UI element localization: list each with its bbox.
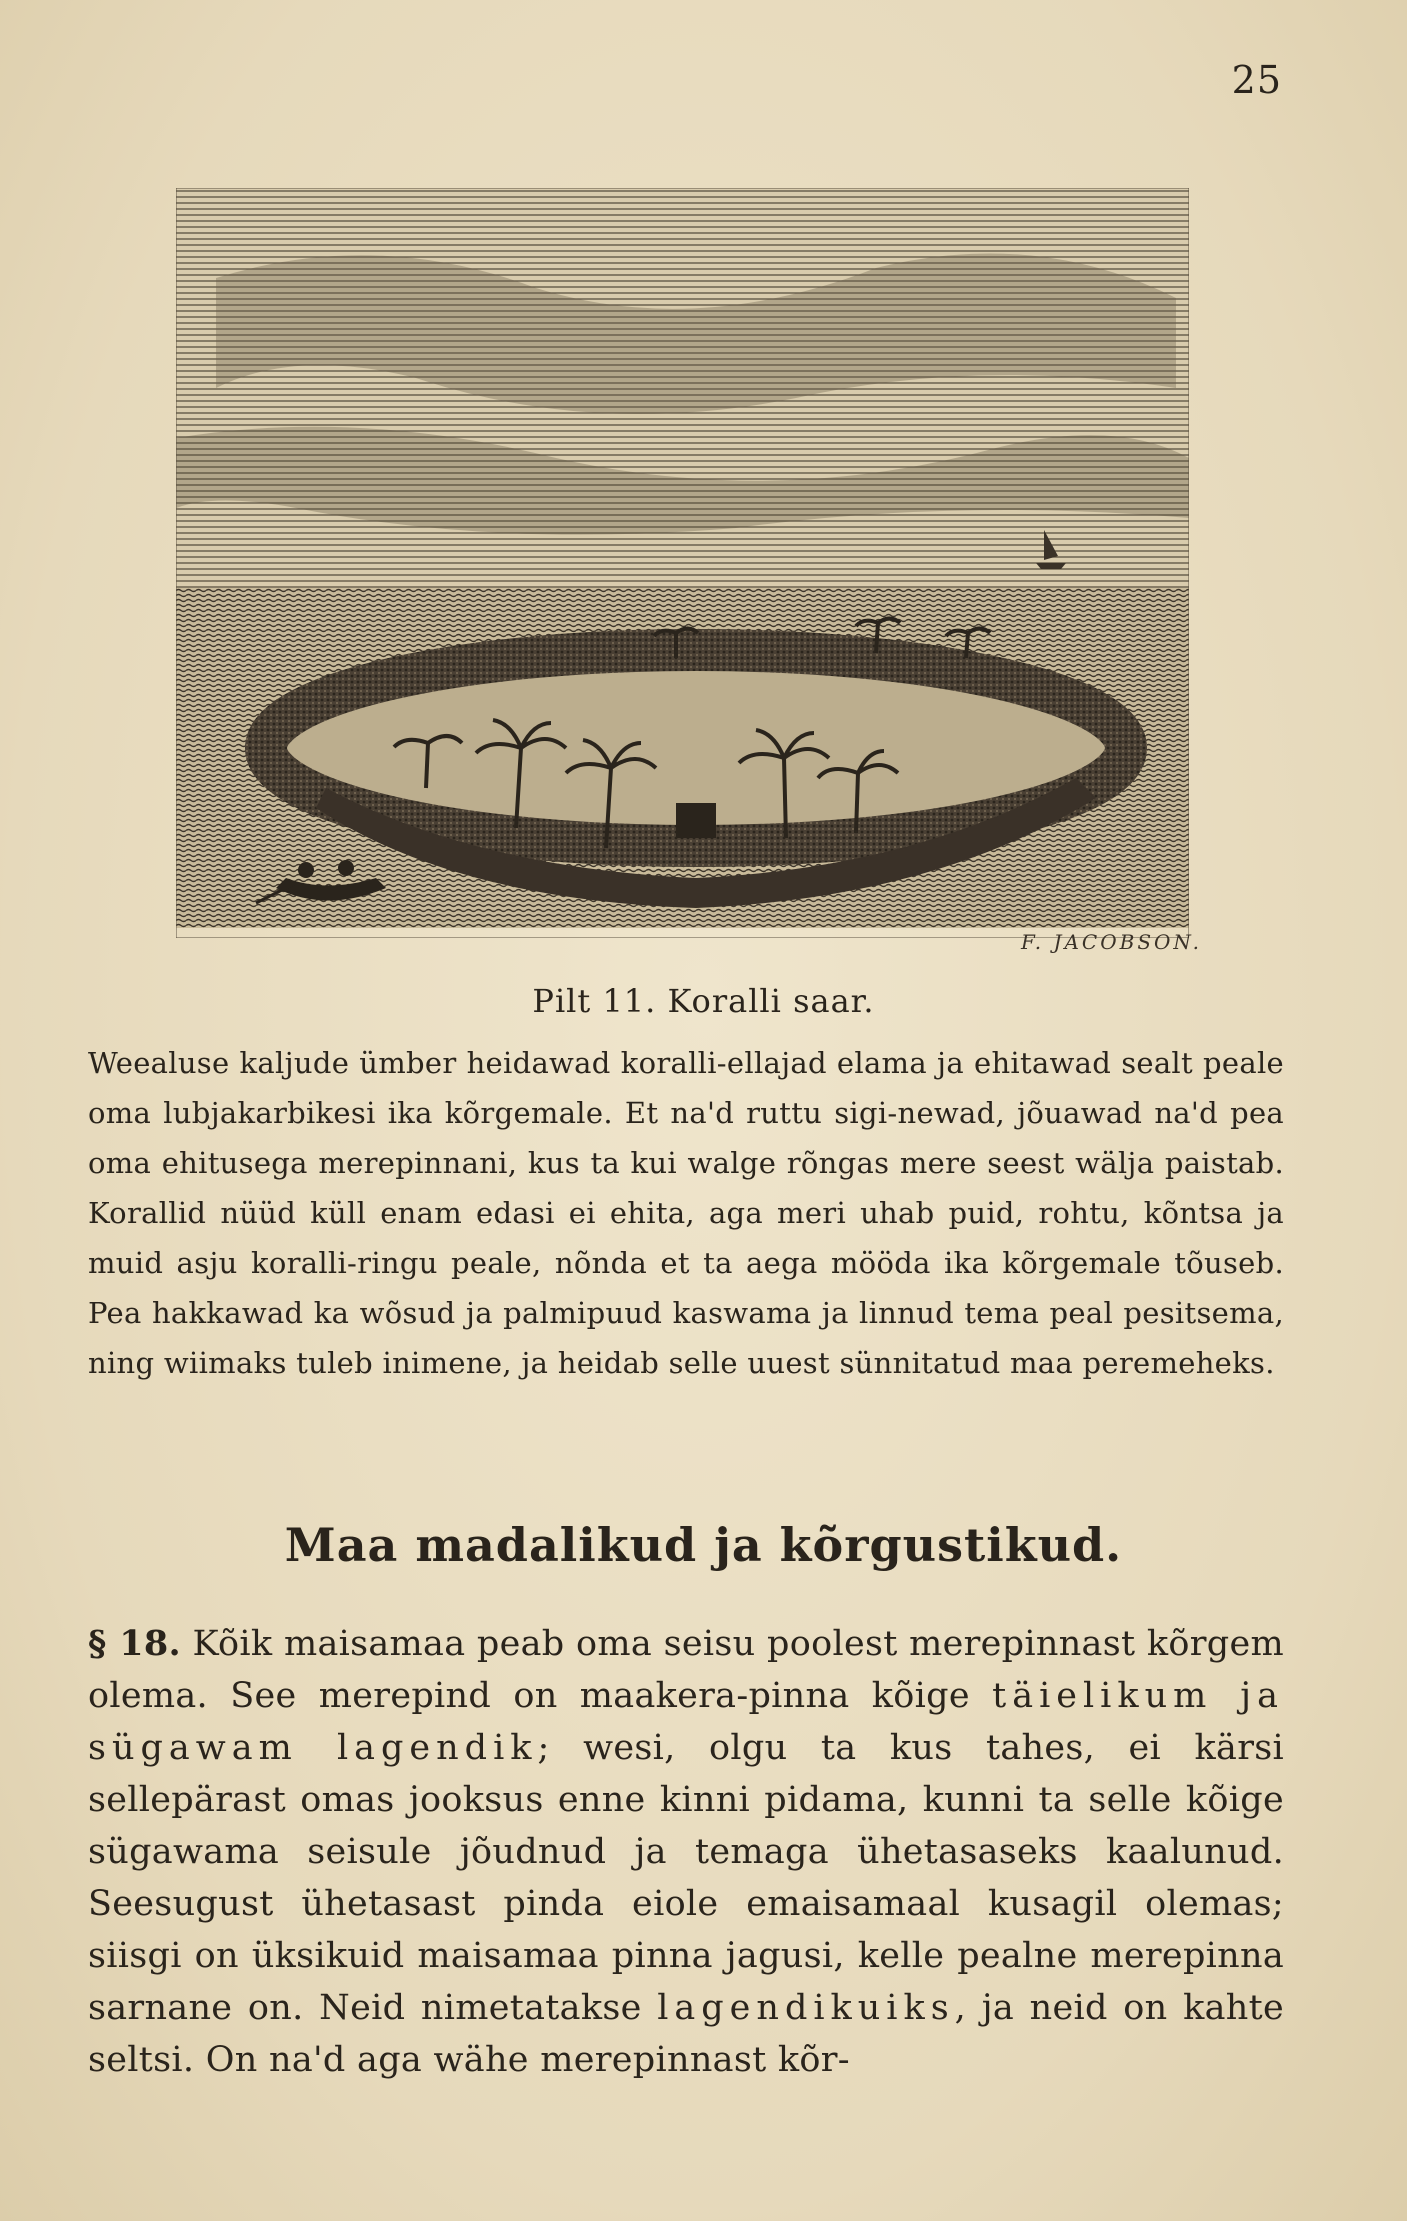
section-text-part-3: , ja neid on kahte seltsi. On na'd aga wähe merepinnast kõr- (88, 1988, 1284, 2080)
section-paragraph (88, 1618, 1284, 2086)
section-number: § 18. (88, 1623, 181, 1664)
page-number: 25 (1231, 58, 1282, 102)
figure-description: Weealuse kaljude ümber heidawad koralli-ellajad elama ja ehitawad sealt peale oma lubjakarbikesi ika kõrgemale. Et na'd ruttu sigi-newad, jõuawad na'd pea oma ehitusega merepinnani, kus ta kui walge rõngas mere seest wälja paistab. Korallid nüüd küll enam edasi ei ehita, aga meri uhab puid, rohtu, kõntsa ja muid asju koralli-ringu peale, nõnda et ta aega mööda ika kõrgemale tõuseb. Pea hakkawad ka wõsud ja palmipuud kaswama ja linnud tema peal pesitsema, ning wiimaks tuleb inimene, ja heidab selle uuest sünnitatud maa peremeheks. (88, 1046, 1284, 1380)
emphasized-term-1: täielikum ja sügawam lagendik (88, 1676, 1284, 1768)
figure-caption: Pilt 11. Koralli saar. (532, 982, 875, 1020)
section-text-part-1: Kõik maisamaa peab oma seisu poolest merepinnast kõrgem olema. See merepind on maakera-pinna kõige (88, 1624, 1284, 1716)
section-heading: Maa madalikud ja kõrgustikud. (284, 1518, 1123, 1572)
coral-island-engraving (176, 188, 1189, 938)
engraver-signature: F. JACOBSON. (1020, 930, 1202, 954)
emphasized-term-2: lagendikuiks (657, 1988, 955, 2028)
section-text-part-2: ; wesi, olgu ta kus tahes, ei kärsi sellepärast omas jooksus enne kinni pidama, kunni ta selle kõige sügawama seisule jõudnud ja temaga ühetasaseks kaalunud. Seesugust ühetasast pinda eiole emaisamaal kusagil olemas; siisgi on üksikuid maisamaa pinna jagusi, kelle pealne merepinna sarnane on. Neid nimetatakse (88, 1728, 1284, 2028)
